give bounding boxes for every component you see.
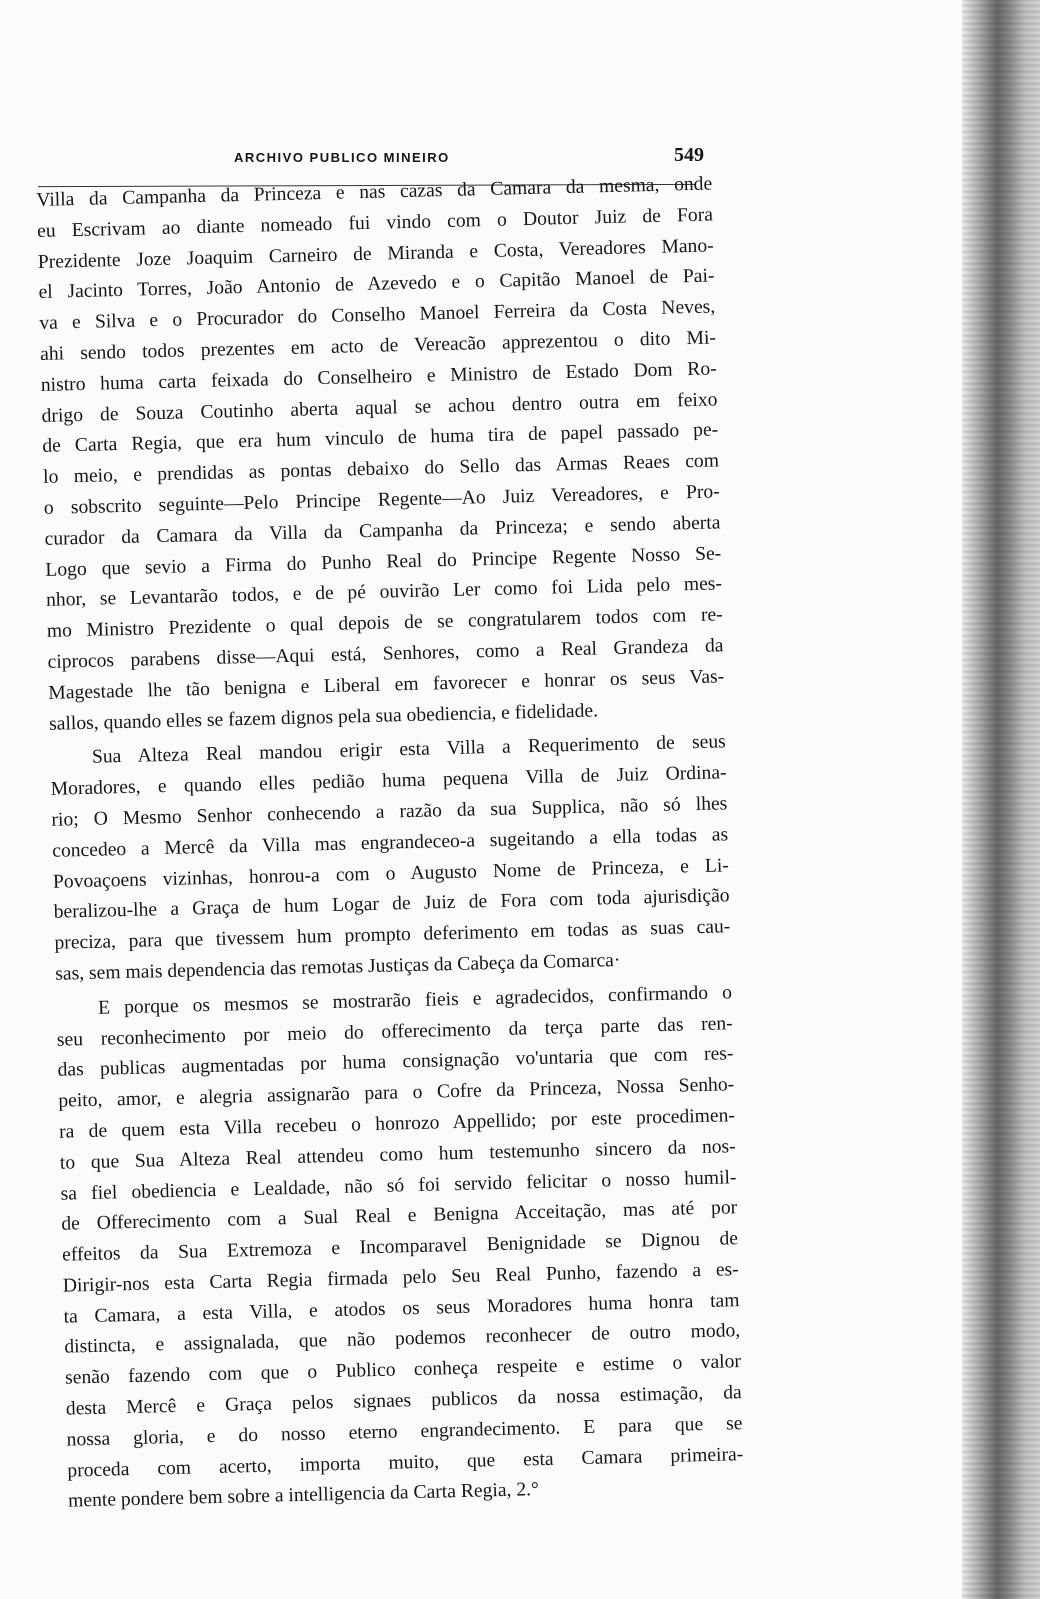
running-head: ARCHIVO PUBLICO MINEIRO [234, 150, 450, 165]
text-line: Moradores, e quando elles pedião huma pequena Villa de Juiz Ordina- [50, 762, 727, 800]
text-line: Logo que sevio a Firma do Punho Real do Principe Regente Nosso Se- [45, 542, 722, 581]
text-line: beralizou-lhe a Graça de hum Logar de Juiz de Fora com toda ajurisdição [53, 885, 730, 924]
page-number: 549 [674, 144, 704, 166]
text-line: seu reconhecimento por meio do offerecimento da terça parte das ren- [56, 1012, 733, 1051]
body-text [36, 169, 744, 1517]
text-line: Villa da Campanha da Princeza e nas cazas da Camara da mesma, onde [36, 173, 713, 211]
text-line: va e Silva e o Procurador do Conselho Manoel Ferreira da Costa Neves, [39, 296, 716, 335]
paragraph [36, 169, 725, 740]
text-line: ta Camara, a esta Villa, e atodos os seus Moradores huma honra tam [63, 1289, 740, 1328]
text-line: ahi sendo todos prezentes em acto de Vereacão apprezentou o dito Mi- [39, 327, 717, 365]
text-line: das publicas augmentadas por huma consignação vo'untaria que com res- [57, 1043, 734, 1082]
text-line: el Jacinto Torres, João Antonio de Azevedo e o Capitão Manoel de Pai- [38, 265, 715, 304]
text-line: Prezidente Joze Joaquim Carneiro de Miranda e Costa, Vereadores Mano- [37, 235, 714, 273]
text-line: curador da Camara da Villa da Campanha da Princeza; e sendo aberta [44, 512, 721, 550]
text-line: desta Mercê e Graça pelos signaes publicos da nossa estimação, da [65, 1382, 742, 1420]
text-line: E porque os mesmos se mostrarão fieis e agradecidos, confirmando o [97, 981, 733, 1019]
text-line: nistro huma carta feixada do Conselheiro e Ministro de Estado Dom Ro- [40, 358, 717, 396]
text-line: effeitos da Sua Extremoza e Incomparavel Benignidade se Dignou de [61, 1228, 739, 1266]
text-line: mo Ministro Prezidente o qual depois de se congratularem todos com re- [46, 604, 723, 643]
text-line: rio; O Mesmo Senhor conhecendo a razão da sua Supplica, não só lhes [51, 793, 728, 831]
text-line: lo meio, e prendidas as pontas debaixo do Sello das Armas Reaes com [42, 450, 720, 489]
text-line: Dirigir-nos esta Carta Regia firmada pelo Seu Real Punho, fazendo a es- [62, 1259, 739, 1297]
text-line: sas, sem mais dependencia das remotas Justiças da Cabeça da Comarca· [55, 949, 621, 985]
text-line: Sua Alteza Real mandou erigir esta Villa a Requerimento de seus [91, 731, 727, 769]
text-line: nhor, se Levantarão todos, e de pé ouvirão Ler como foi Lida pelo mes- [45, 573, 723, 612]
page-header [234, 146, 704, 174]
text-line: ciprocos parabens disse—Aqui está, Senhores, como a Real Grandeza da [47, 635, 724, 673]
text-line: de Offerecimento com a Sual Real e Benigna Acceitação, mas até por [61, 1197, 738, 1235]
text-line: ra de quem esta Villa recebeu o honrozo Appellido; por este procedimen- [58, 1105, 736, 1143]
text-line: to que Sua Alteza Real attendeu como hum testemunho sincero da nos- [59, 1135, 736, 1174]
binding-gutter [962, 0, 1040, 1599]
paragraph [56, 978, 745, 1518]
text-line: de Carta Regia, que era hum vinculo de huma tira de papel passado pe- [42, 419, 719, 458]
text-line: drigo de Souza Coutinho aberta aqual se achou dentro outra em feixo [41, 388, 718, 427]
text-line: nossa gloria, e do nosso eterno engrandecimento. E para que se [66, 1412, 743, 1451]
text-line: precizа, para que tivessem hum prompto deferimento em todas as suas cau- [54, 916, 731, 954]
text-line: proceda com acerto, importa muito, que esta Camara primeira- [67, 1443, 744, 1482]
text-line: mente pondere bem sobre a intelligencia da Carta Regia, 2.° [67, 1479, 540, 1513]
text-line: peito, amor, e alegria assignarão para o Cofre da Princeza, Nossa Senho- [58, 1074, 735, 1112]
text-line: eu Escrivam ao diante nomeado fui vindo com o Doutor Juiz de Fora [36, 204, 714, 242]
text-line: sallos, quando elles se fazem dignos pela sua obediencia, e fidelidade. [48, 699, 599, 735]
text-line: Magestade lhe tão benigna e Liberal em favorecer e honrar os seus Vas- [48, 666, 725, 704]
text-line: concedeo a Mercê da Villa mas engrandeceo-a sugeitando a ella todas as [51, 824, 729, 862]
text-line: sa fiel obediencia e Lealdade, não só foi servido felicitar o nosso humil- [60, 1166, 737, 1205]
paragraph [50, 728, 732, 991]
text-line: o sobscrito seguinte—Pelo Principe Regente—Ao Juiz Vereadores, e Pro- [43, 481, 720, 519]
text-line: senão fazendo com que o Publico conheça respeite e estime o valor [64, 1351, 742, 1389]
text-line: distincta, e assignalada, que não podemos reconhecer de outro modo, [64, 1320, 741, 1359]
text-line: Povoaçoens vizinhas, honrou-a com o Augusto Nome de Princeza, e Li- [52, 854, 730, 893]
